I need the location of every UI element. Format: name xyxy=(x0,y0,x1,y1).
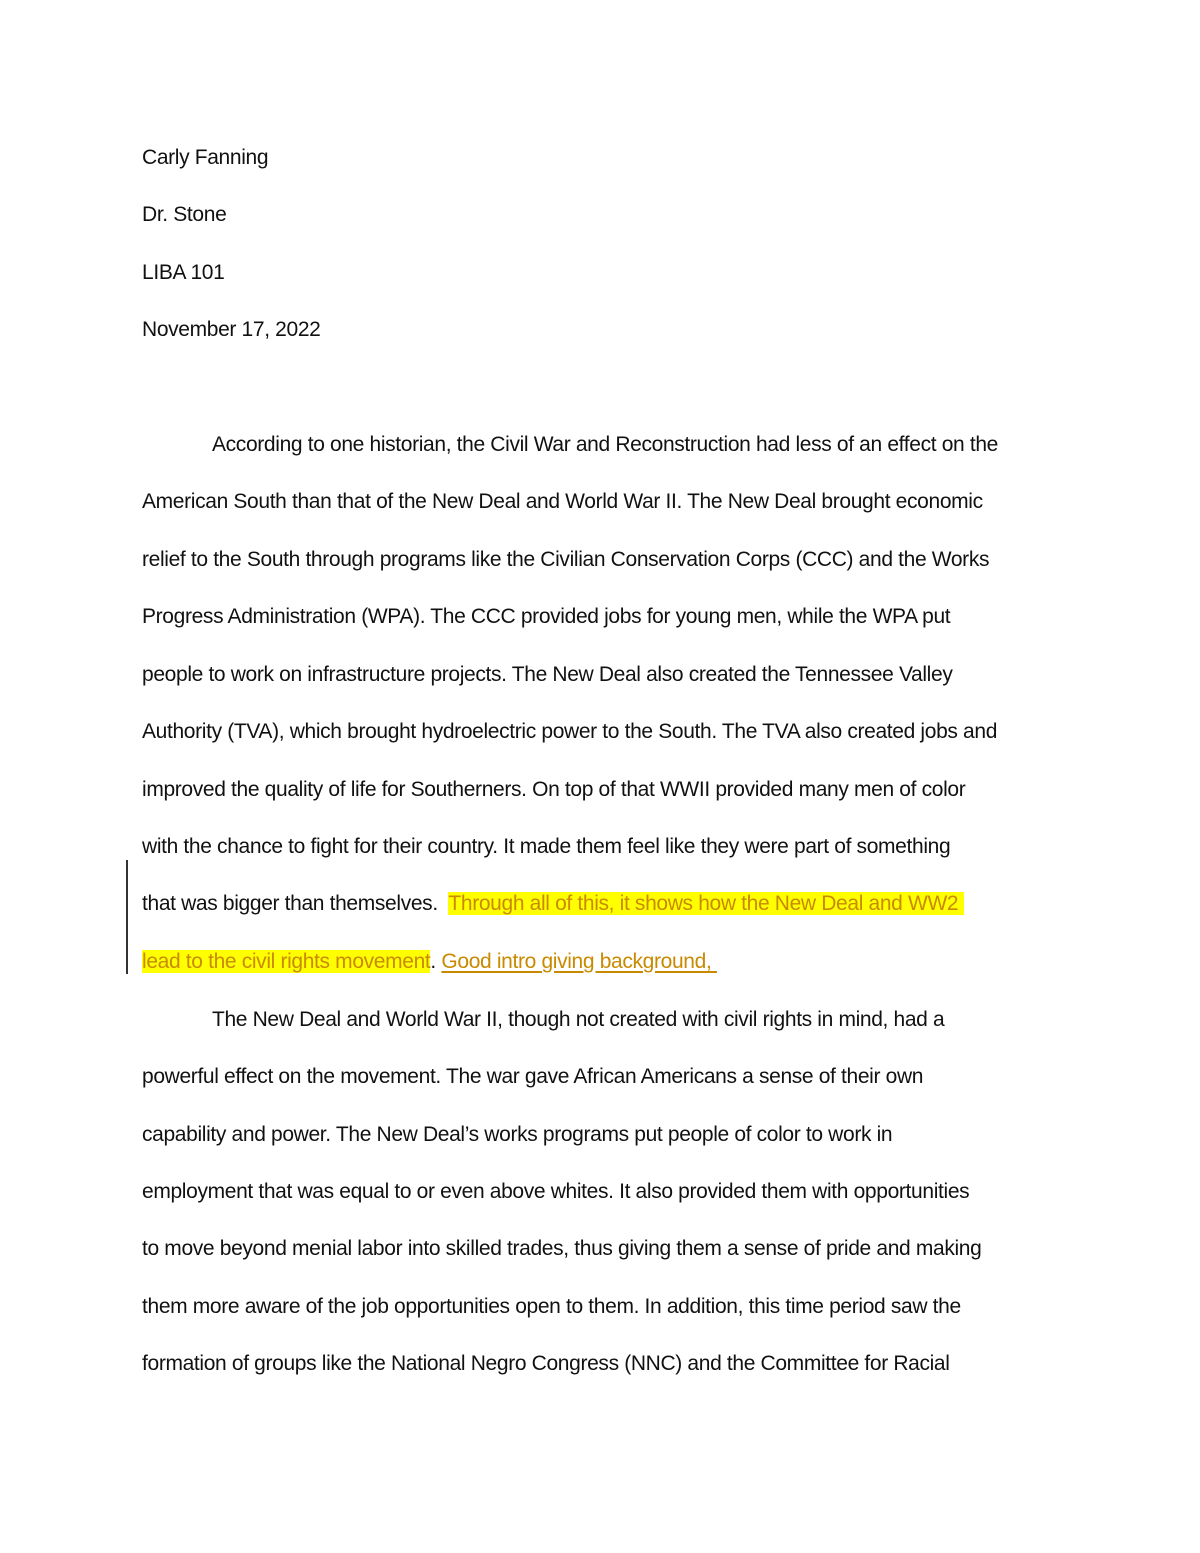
paragraph1-line-3: relief to the South through programs like the Civilian Conservation Corps (CCC) and the Works xyxy=(142,548,990,571)
paragraph1-line-1: According to one historian, the Civil War and Reconstruction had less of an effect on the xyxy=(212,433,998,456)
paragraph1-line-10 xyxy=(142,948,717,976)
paragraph1-line-7: improved the quality of life for Southerners. On top of that WWII provided many men of color xyxy=(142,778,966,801)
paragraph2-line-7: formation of groups like the National Negro Congress (NNC) and the Committee for Racial xyxy=(142,1352,950,1375)
paragraph1-line-8: with the chance to fight for their country. It made them feel like they were part of something xyxy=(142,835,951,858)
revision-change-bar xyxy=(126,860,128,974)
plain-text: that was bigger than themselves. xyxy=(142,892,449,915)
paragraph1-line-2: American South than that of the New Deal and World War II. The New Deal brought economic xyxy=(142,490,983,513)
author-name: Carly Fanning xyxy=(142,146,269,169)
course-name: LIBA 101 xyxy=(142,261,225,284)
paragraph2-line-1: The New Deal and World War II, though not created with civil rights in mind, had a xyxy=(212,1008,945,1031)
date: November 17, 2022 xyxy=(142,318,321,341)
paragraph1-line-4: Progress Administration (WPA). The CCC provided jobs for young men, while the WPA put xyxy=(142,605,951,628)
paragraph2-line-3: capability and power. The New Deal’s works programs put people of color to work in xyxy=(142,1123,893,1146)
sentence-period: . xyxy=(430,950,442,973)
paragraph2-line-2: powerful effect on the movement. The war gave African Americans a sense of their own xyxy=(142,1065,924,1088)
highlighted-thesis: Through all of this, it shows how the New Deal and WW2 xyxy=(448,892,964,915)
paragraph1-line-6: Authority (TVA), which brought hydroelectric power to the South. The TVA also created jobs and xyxy=(142,720,998,743)
instructor-comment: Good intro giving background, xyxy=(441,950,717,973)
paragraph2-line-4: employment that was equal to or even above whites. It also provided them with opportunities xyxy=(142,1180,970,1203)
paragraph1-line-9 xyxy=(142,890,964,918)
paragraph1-line-5: people to work on infrastructure projects. The New Deal also created the Tennessee Valley xyxy=(142,663,953,686)
instructor-name: Dr. Stone xyxy=(142,203,227,226)
paragraph2-line-5: to move beyond menial labor into skilled trades, thus giving them a sense of pride and making xyxy=(142,1237,982,1260)
paragraph2-line-6: them more aware of the job opportunities open to them. In addition, this time period saw the xyxy=(142,1295,961,1318)
highlighted-thesis-end: lead to the civil rights movement xyxy=(142,950,431,973)
